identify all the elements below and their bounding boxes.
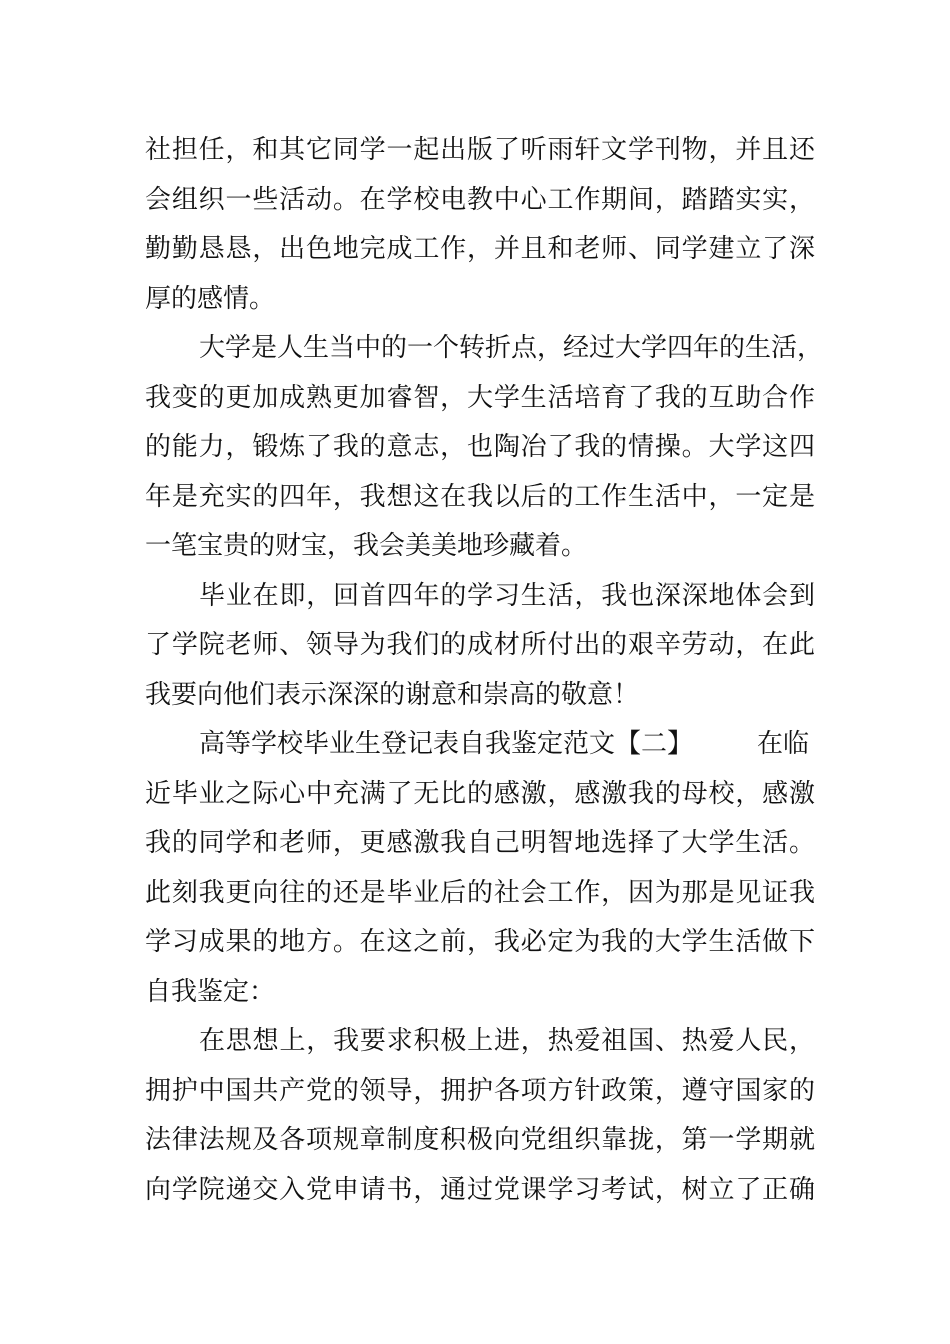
- text-line-tail: 在临: [757, 729, 810, 759]
- text-line-content: 拥护中国共产党的领导，拥护各项方针政策，遵守国家的: [145, 1075, 815, 1106]
- text-line-content: 毕业在即，回首四年的学习生活，我也深深地体会到: [199, 580, 815, 611]
- text-line: [145, 770, 815, 820]
- text-line-content: 此刻我更向往的还是毕业后的社会工作，因为那是见证我: [145, 877, 815, 908]
- text-line: [145, 968, 815, 1018]
- text-line: [145, 176, 815, 226]
- text-line: [145, 572, 815, 622]
- text-line: [145, 621, 815, 671]
- text-line: [145, 1067, 815, 1117]
- text-line: [145, 522, 815, 572]
- text-line: [145, 423, 815, 473]
- text-line: [145, 918, 815, 968]
- text-line-content: 我要向他们表示深深的谢意和崇高的敬意！: [145, 679, 640, 710]
- text-line-content: 社担任，和其它同学一起出版了听雨轩文学刊物，并且还: [145, 135, 815, 165]
- text-line-content: 我的同学和老师，更感激我自己明智地选择了大学生活。: [145, 828, 815, 858]
- text-line: [145, 374, 815, 424]
- text-line: [145, 720, 815, 770]
- text-line-content: 大学是人生当中的一个转折点，经过大学四年的生活，: [199, 333, 824, 363]
- text-line-content: 厚的感情。: [145, 283, 276, 314]
- document-body: [145, 126, 824, 1215]
- text-line: [145, 671, 815, 721]
- text-line-content: 我变的更加成熟更加睿智，大学生活培育了我的互助合作: [145, 382, 815, 413]
- text-line-content: 会组织一些活动。在学校电教中心工作期间，踏踏实实，: [145, 184, 815, 215]
- text-line-content: 高等学校毕业生登记表自我鉴定范文【二】: [199, 729, 694, 759]
- text-line-content: 学习成果的地方。在这之前，我必定为我的大学生活做下: [145, 927, 815, 957]
- text-line-content: 在思想上，我要求积极上进，热爱祖国、热爱人民，: [199, 1026, 815, 1056]
- text-line: [145, 126, 815, 176]
- text-line: [145, 1166, 815, 1216]
- text-line: [145, 869, 815, 919]
- text-line: [145, 1116, 815, 1166]
- text-line-content: 了学院老师、领导为我们的成材所付出的艰辛劳动，在此: [145, 630, 815, 660]
- text-line-content: 一笔宝贵的财宝，我会美美地珍藏着。: [145, 531, 588, 561]
- text-line: [145, 275, 815, 325]
- text-line: [145, 225, 815, 275]
- text-line: [145, 324, 824, 374]
- text-line-content: 向学院递交入党申请书，通过党课学习考试，树立了正确: [145, 1174, 815, 1205]
- text-line-content: 自我鉴定：: [145, 976, 276, 1007]
- text-line-content: 年是充实的四年，我想这在我以后的工作生活中，一定是: [145, 481, 815, 512]
- text-line-content: 法律法规及各项规章制度积极向党组织靠拢，第一学期就: [145, 1125, 815, 1155]
- text-line: [145, 473, 815, 523]
- text-line: [145, 819, 815, 869]
- text-line: [145, 1017, 815, 1067]
- text-line-content: 勤勤恳恳，出色地完成工作，并且和老师、同学建立了深: [145, 234, 815, 264]
- text-line-content: 近毕业之际心中充满了无比的感激，感激我的母校，感激: [145, 778, 815, 809]
- text-line-content: 的能力，锻炼了我的意志，也陶冶了我的情操。大学这四: [145, 432, 815, 462]
